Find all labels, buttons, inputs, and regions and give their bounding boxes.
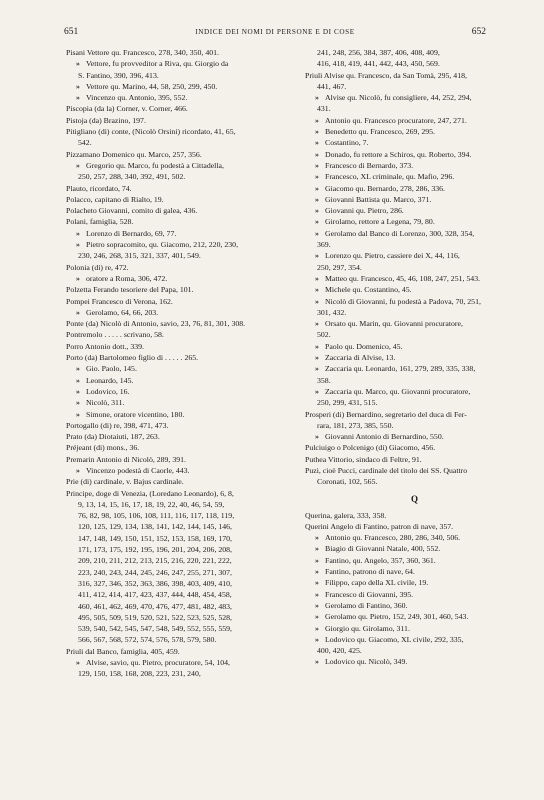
index-entry bbox=[66, 567, 285, 578]
entry-text: 250, 299, 431, 515. bbox=[317, 398, 378, 408]
section-letter bbox=[305, 488, 524, 510]
index-entry bbox=[305, 352, 524, 363]
subentry-marker: » bbox=[76, 398, 80, 408]
index-entry bbox=[66, 476, 285, 487]
entry-text: 416, 418, 419, 441, 442, 443, 450, 569. bbox=[317, 59, 440, 69]
entry-text: Prie (di) cardinale, v. Bajus cardinale. bbox=[66, 477, 184, 487]
index-entry bbox=[66, 216, 285, 227]
index-entry bbox=[305, 318, 524, 329]
entry-text: 147, 148, 149, 150, 151, 152, 153, 158, 169, 170, bbox=[78, 533, 232, 543]
entry-text: Gio. Paolo, 145. bbox=[86, 364, 137, 374]
entry-text: Fantino, patrono di nave, 64. bbox=[325, 567, 415, 577]
index-entry bbox=[305, 420, 524, 431]
index-entry bbox=[66, 375, 285, 386]
entry-text: rara, 181, 273, 385, 550. bbox=[317, 420, 394, 430]
subentry-marker: » bbox=[76, 364, 80, 374]
entry-text: Giorgio qu. Girolamo, 311. bbox=[325, 623, 410, 633]
entry-text: 76, 82, 98, 105, 106, 108, 111, 116, 117, 118, 119, bbox=[78, 511, 235, 521]
entry-text: Giovanni Antonio di Bernardino, 550. bbox=[325, 432, 444, 442]
index-entry bbox=[305, 126, 524, 137]
index-entry bbox=[305, 454, 524, 465]
index-entry bbox=[305, 183, 524, 194]
index-entry bbox=[305, 92, 524, 103]
index-entry bbox=[66, 488, 285, 499]
entry-text: 400, 420, 425. bbox=[317, 646, 362, 656]
index-entry bbox=[305, 239, 524, 250]
entry-text: Polacheto Giovanni, comito di galea, 436. bbox=[66, 206, 198, 216]
entry-text: 129, 150, 158, 168, 208, 223, 231, 240, bbox=[78, 669, 201, 679]
index-entry bbox=[305, 160, 524, 171]
entry-text: Gerolamo, 64, 66, 203. bbox=[86, 307, 159, 317]
entry-text: S. Fantino, 390, 396, 413. bbox=[78, 70, 159, 80]
index-entry bbox=[66, 465, 285, 476]
subentry-marker: » bbox=[315, 386, 319, 396]
index-entry bbox=[66, 442, 285, 453]
index-entry bbox=[66, 634, 285, 645]
subentry-marker: » bbox=[76, 240, 80, 250]
subentry-marker: » bbox=[76, 228, 80, 238]
entry-text: 301, 432. bbox=[317, 307, 347, 317]
index-entry bbox=[66, 623, 285, 634]
index-entry bbox=[305, 386, 524, 397]
index-entry bbox=[66, 499, 285, 510]
entry-text: Pitigliano (di) conte, (Nicolò Orsini) ricordato, 41, 65, bbox=[66, 127, 236, 137]
entry-text: Zaccaria di Alvise, 13. bbox=[325, 353, 396, 363]
entry-text: Costantino, 7. bbox=[325, 138, 369, 148]
entry-text: Coronati, 102, 565. bbox=[317, 477, 378, 487]
index-entry bbox=[305, 307, 524, 318]
index-entry bbox=[305, 510, 524, 521]
index-entry bbox=[66, 420, 285, 431]
index-entry bbox=[66, 284, 285, 295]
subentry-marker: » bbox=[315, 138, 319, 148]
index-entry bbox=[66, 601, 285, 612]
entry-text: Pompei Francesco di Verona, 162. bbox=[66, 296, 173, 306]
entry-text: 411, 412, 414, 417, 423, 437, 444, 448, 454, 458, bbox=[78, 590, 232, 600]
index-entry bbox=[305, 284, 524, 295]
index-entry bbox=[305, 81, 524, 92]
subentry-marker: » bbox=[315, 634, 319, 644]
subentry-marker: » bbox=[315, 93, 319, 103]
subentry-marker: » bbox=[315, 567, 319, 577]
entry-text: Piscopia (da la) Corner, v. Corner, 466. bbox=[66, 104, 188, 114]
entry-text: Pizzamano Domenico qu. Marco, 257, 356. bbox=[66, 149, 202, 159]
subentry-marker: » bbox=[315, 319, 319, 329]
entry-text: 250, 297, 354. bbox=[317, 262, 362, 272]
entry-text: Gerolamo di Fantino, 360. bbox=[325, 600, 408, 610]
index-entry bbox=[305, 329, 524, 340]
left-column bbox=[66, 47, 285, 680]
entry-text: Priuli dal Banco, famiglia, 405, 459. bbox=[66, 646, 180, 656]
entry-text: Gerolamo dal Banco di Lorenzo, 300, 328, 354, bbox=[325, 228, 475, 238]
index-entry bbox=[66, 555, 285, 566]
index-entry bbox=[66, 352, 285, 363]
entry-text: 9, 13, 14, 15, 16, 17, 18, 19, 22, 40, 46, 54, 59, bbox=[78, 499, 225, 509]
entry-text: Prato (da) Diotaiuti, 187, 263. bbox=[66, 432, 160, 442]
entry-text: Nicolò di Giovanni, fu podestà a Padova, 70, 251, bbox=[325, 296, 481, 306]
index-entry bbox=[305, 397, 524, 408]
index-entry bbox=[305, 623, 524, 634]
entry-text: Paolo qu. Domenico, 45. bbox=[325, 341, 403, 351]
index-entry bbox=[305, 532, 524, 543]
subentry-marker: » bbox=[315, 217, 319, 227]
entry-text: Vettore qu. Marino, 44, 58, 250, 299, 450. bbox=[86, 81, 218, 91]
entry-text: Leonardo, 145. bbox=[86, 375, 134, 385]
index-entry bbox=[66, 454, 285, 465]
entry-text: Simone, oratore vicentino, 180. bbox=[86, 409, 185, 419]
entry-text: 566, 567, 568, 572, 574, 576, 578, 579, 580. bbox=[78, 635, 217, 645]
index-entry bbox=[66, 126, 285, 137]
entry-text: 250, 257, 288, 340, 392, 491, 502. bbox=[78, 172, 186, 182]
entry-text: 171, 173, 175, 192, 195, 196, 201, 204, 206, 208, bbox=[78, 545, 232, 555]
entry-text: Polani, famiglia, 528. bbox=[66, 217, 134, 227]
page-number-right: 652 bbox=[471, 27, 486, 37]
index-entry bbox=[66, 657, 285, 668]
index-entry bbox=[305, 296, 524, 307]
entry-text: 431. bbox=[317, 104, 331, 114]
index-entry bbox=[66, 296, 285, 307]
entry-text: Zaccaria qu. Leonardo, 161, 279, 289, 335, 338, bbox=[325, 364, 476, 374]
entry-text: Biagio di Giovanni Natale, 400, 552. bbox=[325, 544, 441, 554]
index-entry bbox=[305, 634, 524, 645]
entry-text: Pisani Vettore qu. Francesco, 278, 340, 350, 401. bbox=[66, 48, 219, 57]
entry-text: Francesco, XL criminale, qu. Mafio, 296. bbox=[325, 172, 455, 182]
entry-text: Girolamo, rettore a Legena, 79, 80. bbox=[325, 217, 435, 227]
entry-text: Alvise qu. Nicolò, fu consigliere, 44, 252, 294, bbox=[325, 93, 472, 103]
entry-text: Puzi, cioè Pucci, cardinale del titolo dei SS. Quattro bbox=[305, 465, 468, 475]
entry-text: Gerolamo qu. Pietro, 152, 249, 301, 460, 543. bbox=[325, 612, 469, 622]
index-entry bbox=[66, 533, 285, 544]
index-entry bbox=[66, 612, 285, 623]
subentry-marker: » bbox=[76, 658, 80, 668]
index-entry bbox=[66, 273, 285, 284]
entry-text: Polacco, capitano di Rialto, 19. bbox=[66, 194, 164, 204]
subentry-marker: » bbox=[315, 285, 319, 295]
index-entry bbox=[66, 250, 285, 261]
entry-text: 241, 248, 256, 384, 387, 406, 408, 409, bbox=[317, 48, 440, 57]
subentry-marker: » bbox=[315, 251, 319, 261]
index-entry bbox=[66, 115, 285, 126]
index-entry bbox=[305, 409, 524, 420]
index-entry bbox=[305, 543, 524, 554]
index-entry bbox=[305, 566, 524, 577]
entry-text: 223, 240, 243, 244, 245, 246, 247, 255, 271, 307, bbox=[78, 567, 232, 577]
index-entry bbox=[66, 318, 285, 329]
subentry-marker: » bbox=[315, 160, 319, 170]
index-entry bbox=[66, 194, 285, 205]
index-entry bbox=[66, 171, 285, 182]
entry-text: Francesco di Bernardo, 373. bbox=[325, 160, 414, 170]
subentry-marker: » bbox=[315, 555, 319, 565]
subentry-marker: » bbox=[76, 307, 80, 317]
entry-text: Fantino, qu. Angelo, 357, 360, 361. bbox=[325, 555, 436, 565]
entry-text: Préjeant (di) mons., 36. bbox=[66, 443, 140, 453]
index-entry bbox=[66, 262, 285, 273]
index-entry bbox=[66, 521, 285, 532]
index-entry bbox=[66, 92, 285, 103]
entry-text: Nicolò, 311. bbox=[86, 398, 125, 408]
index-entry bbox=[305, 577, 524, 588]
entry-text: Donado, fu rettore a Schiros, qu. Roberto, 394. bbox=[325, 149, 472, 159]
index-entry bbox=[66, 646, 285, 657]
entry-text: Vincenzo qu. Antonio, 395, 552. bbox=[86, 93, 188, 103]
entry-text: Polzetta Ferando tesoriere del Papa, 101. bbox=[66, 285, 194, 295]
entry-text: Francesco di Giovanni, 395. bbox=[325, 589, 414, 599]
entry-text: Giovanni Battista qu. Marco, 371. bbox=[325, 194, 432, 204]
entry-text: Q bbox=[410, 493, 418, 504]
index-entry bbox=[305, 70, 524, 81]
index-entry bbox=[305, 194, 524, 205]
entry-text: Lorenzo di Bernardo, 69, 77. bbox=[86, 228, 177, 238]
entry-text: Querini Angelo di Fantino, patron di nave, 357. bbox=[305, 521, 454, 531]
entry-text: 495, 505, 509, 519, 520, 521, 522, 523, 525, 528, bbox=[78, 612, 232, 622]
subentry-marker: » bbox=[76, 81, 80, 91]
entry-text: Orsato qu. Marin, qu. Giovanni procuratore, bbox=[325, 319, 463, 329]
index-entry bbox=[305, 171, 524, 182]
subentry-marker: » bbox=[315, 432, 319, 442]
subentry-marker: » bbox=[315, 612, 319, 622]
subentry-marker: » bbox=[315, 589, 319, 599]
entry-text: 502. bbox=[317, 330, 331, 340]
entry-text: Prosperi (di) Bernardino, segretario del duca di Fer- bbox=[305, 409, 467, 419]
index-entry bbox=[305, 216, 524, 227]
entry-text: Priuli Alvise qu. Francesco, da San Tomà, 295, 418, bbox=[305, 70, 467, 80]
entry-text: Benedetto qu. Francesco, 269, 295. bbox=[325, 127, 435, 137]
entry-text: Lodovico qu. Giacomo, XL civile, 292, 335, bbox=[325, 634, 464, 644]
index-entry bbox=[66, 363, 285, 374]
subentry-marker: » bbox=[315, 194, 319, 204]
index-entry bbox=[66, 228, 285, 239]
index-entry bbox=[305, 375, 524, 386]
subentry-marker: » bbox=[76, 375, 80, 385]
subentry-marker: » bbox=[315, 600, 319, 610]
subentry-marker: » bbox=[315, 578, 319, 588]
subentry-marker: » bbox=[76, 93, 80, 103]
index-entry bbox=[66, 589, 285, 600]
entry-text: oratore a Roma, 306, 472. bbox=[86, 273, 168, 283]
subentry-marker: » bbox=[76, 386, 80, 396]
index-entry bbox=[66, 409, 285, 420]
subentry-marker: » bbox=[76, 59, 80, 69]
index-entry bbox=[66, 47, 285, 58]
subentry-marker: » bbox=[315, 127, 319, 137]
subentry-marker: » bbox=[315, 273, 319, 283]
entry-text: 209, 210, 211, 212, 213, 215, 216, 220, 221, 222, bbox=[78, 556, 232, 566]
entry-text: Antonio qu. Francesco, 280, 286, 340, 506. bbox=[325, 533, 461, 543]
entry-text: Lodovico qu. Nicolò, 349. bbox=[325, 657, 408, 667]
entry-text: Filippo, capo della XL civile, 19. bbox=[325, 578, 429, 588]
entry-text: Antonio qu. Francesco procuratore, 247, 271. bbox=[325, 115, 467, 125]
index-entry bbox=[305, 137, 524, 148]
entry-text: 369. bbox=[317, 240, 331, 250]
entry-text: Matteo qu. Francesco, 45, 46, 108, 247, 251, 543. bbox=[325, 273, 481, 283]
entry-text: Giovanni qu. Pietro, 286. bbox=[325, 206, 404, 216]
subentry-marker: » bbox=[315, 149, 319, 159]
index-entry bbox=[66, 58, 285, 69]
entry-text: Lorenzo qu. Pietro, cassiere dei X, 44, 116, bbox=[325, 251, 460, 261]
index-entry bbox=[66, 239, 285, 250]
index-entry bbox=[66, 431, 285, 442]
entry-text: Pontremolo . . . . . scrivano, 58. bbox=[66, 330, 164, 340]
index-entry bbox=[305, 611, 524, 622]
index-entry bbox=[66, 544, 285, 555]
subentry-marker: » bbox=[315, 172, 319, 182]
right-column bbox=[305, 47, 524, 668]
entry-text: Porto (da) Bartolomeo figlio di . . . . . 265. bbox=[66, 353, 199, 363]
subentry-marker: » bbox=[76, 273, 80, 283]
index-entry bbox=[305, 465, 524, 476]
index-entry bbox=[305, 476, 524, 487]
index-entry bbox=[66, 329, 285, 340]
index-entry bbox=[66, 205, 285, 216]
entry-text: Porro Antonio dott., 339. bbox=[66, 341, 144, 351]
subentry-marker: » bbox=[315, 623, 319, 633]
entry-text: Portogallo (di) re, 398, 471, 473. bbox=[66, 420, 169, 430]
entry-text: Michele qu. Costantino, 45. bbox=[325, 285, 412, 295]
page-number-left: 651 bbox=[64, 27, 79, 37]
entry-text: Ponte (da) Nicolò di Antonio, savio, 23, 76, 81, 301, 308. bbox=[66, 319, 246, 329]
index-entry bbox=[305, 205, 524, 216]
index-entry bbox=[305, 115, 524, 126]
index-entry bbox=[305, 521, 524, 532]
entry-text: 120, 125, 129, 134, 138, 141, 142, 144, 145, 146, bbox=[78, 522, 232, 532]
running-header bbox=[64, 27, 486, 41]
entry-text: Plauto, ricordato, 74. bbox=[66, 183, 132, 193]
entry-text: Gregorio qu. Marco, fu podestà a Cittadella, bbox=[86, 160, 224, 170]
entry-text: Alvise, savio, qu. Pietro, procuratore, 54, 104, bbox=[86, 658, 230, 668]
entry-text: 358. bbox=[317, 375, 331, 385]
entry-text: Principe, doge di Venezia, (Loredano Leonardo), 6, 8, bbox=[66, 488, 234, 498]
index-entry bbox=[305, 555, 524, 566]
index-entry bbox=[66, 183, 285, 194]
subentry-marker: » bbox=[76, 465, 80, 475]
index-entry bbox=[305, 47, 524, 58]
index-entry bbox=[305, 431, 524, 442]
index-entry bbox=[305, 645, 524, 656]
index-entry bbox=[66, 510, 285, 521]
index-entry bbox=[305, 442, 524, 453]
index-entry bbox=[66, 81, 285, 92]
running-title: INDICE DEI NOMI DI PERSONE E DI COSE bbox=[195, 28, 355, 36]
entry-text: Giacomo qu. Bernardo, 278, 286, 336. bbox=[325, 183, 445, 193]
index-entry bbox=[66, 149, 285, 160]
index-entry bbox=[305, 228, 524, 239]
subentry-marker: » bbox=[315, 341, 319, 351]
entry-text: Puthea Vittorio, sindaco di Feltre, 91. bbox=[305, 454, 422, 464]
index-entry bbox=[66, 307, 285, 318]
entry-text: Zaccaria qu. Marco, qu. Giovanni procuratore, bbox=[325, 386, 471, 396]
entry-text: 539, 540, 542, 545, 547, 548, 549, 552, 555, 559, bbox=[78, 624, 232, 634]
index-entry bbox=[305, 149, 524, 160]
subentry-marker: » bbox=[315, 228, 319, 238]
entry-text: 230, 246, 268, 315, 321, 337, 401, 549. bbox=[78, 251, 201, 261]
subentry-marker: » bbox=[76, 160, 80, 170]
subentry-marker: » bbox=[315, 657, 319, 667]
subentry-marker: » bbox=[315, 364, 319, 374]
index-entry bbox=[66, 70, 285, 81]
entry-text: 542. bbox=[78, 138, 92, 148]
entry-text: Lodovico, 16. bbox=[86, 386, 130, 396]
index-entry bbox=[305, 103, 524, 114]
index-entry bbox=[305, 589, 524, 600]
index-entry bbox=[305, 58, 524, 69]
entry-text: Querina, galera, 333, 358. bbox=[305, 510, 387, 520]
subentry-marker: » bbox=[76, 409, 80, 419]
entry-text: Vettore, fu provveditor a Riva, qu. Giorgio da bbox=[86, 59, 229, 69]
entry-text: 316, 327, 346, 352, 363, 386, 398, 403, 409, 410, bbox=[78, 578, 232, 588]
entry-text: Pistoja (da) Brazino, 197. bbox=[66, 115, 146, 125]
subentry-marker: » bbox=[315, 296, 319, 306]
index-entry bbox=[305, 262, 524, 273]
index-entry bbox=[305, 341, 524, 352]
subentry-marker: » bbox=[315, 353, 319, 363]
index-entry bbox=[66, 137, 285, 148]
subentry-marker: » bbox=[315, 533, 319, 543]
index-entry bbox=[305, 656, 524, 667]
subentry-marker: » bbox=[315, 206, 319, 216]
index-entry bbox=[66, 103, 285, 114]
entry-text: Pietro sopracomito, qu. Giacomo, 212, 220, 230, bbox=[86, 240, 239, 250]
index-entry bbox=[305, 600, 524, 611]
entry-text: Vincenzo podestà di Caorle, 443. bbox=[86, 465, 190, 475]
entry-text: 441, 467. bbox=[317, 81, 347, 91]
entry-text: Premarin Antonio di Nicolò, 289, 391. bbox=[66, 454, 186, 464]
entry-text: 460, 461, 462, 469, 470, 476, 477, 481, 482, 483, bbox=[78, 601, 232, 611]
subentry-marker: » bbox=[315, 544, 319, 554]
index-entry bbox=[305, 250, 524, 261]
index-entry bbox=[66, 397, 285, 408]
index-entry bbox=[66, 386, 285, 397]
index-entry bbox=[66, 341, 285, 352]
index-entry bbox=[66, 160, 285, 171]
index-entry bbox=[305, 273, 524, 284]
index-entry bbox=[66, 578, 285, 589]
subentry-marker: » bbox=[315, 183, 319, 193]
entry-text: Pulciuigo o Polcenigo (di) Giacomo, 456. bbox=[305, 443, 436, 453]
entry-text: Polonia (di) re, 472. bbox=[66, 262, 129, 272]
index-entry bbox=[305, 363, 524, 374]
subentry-marker: » bbox=[315, 115, 319, 125]
index-entry bbox=[66, 668, 285, 679]
